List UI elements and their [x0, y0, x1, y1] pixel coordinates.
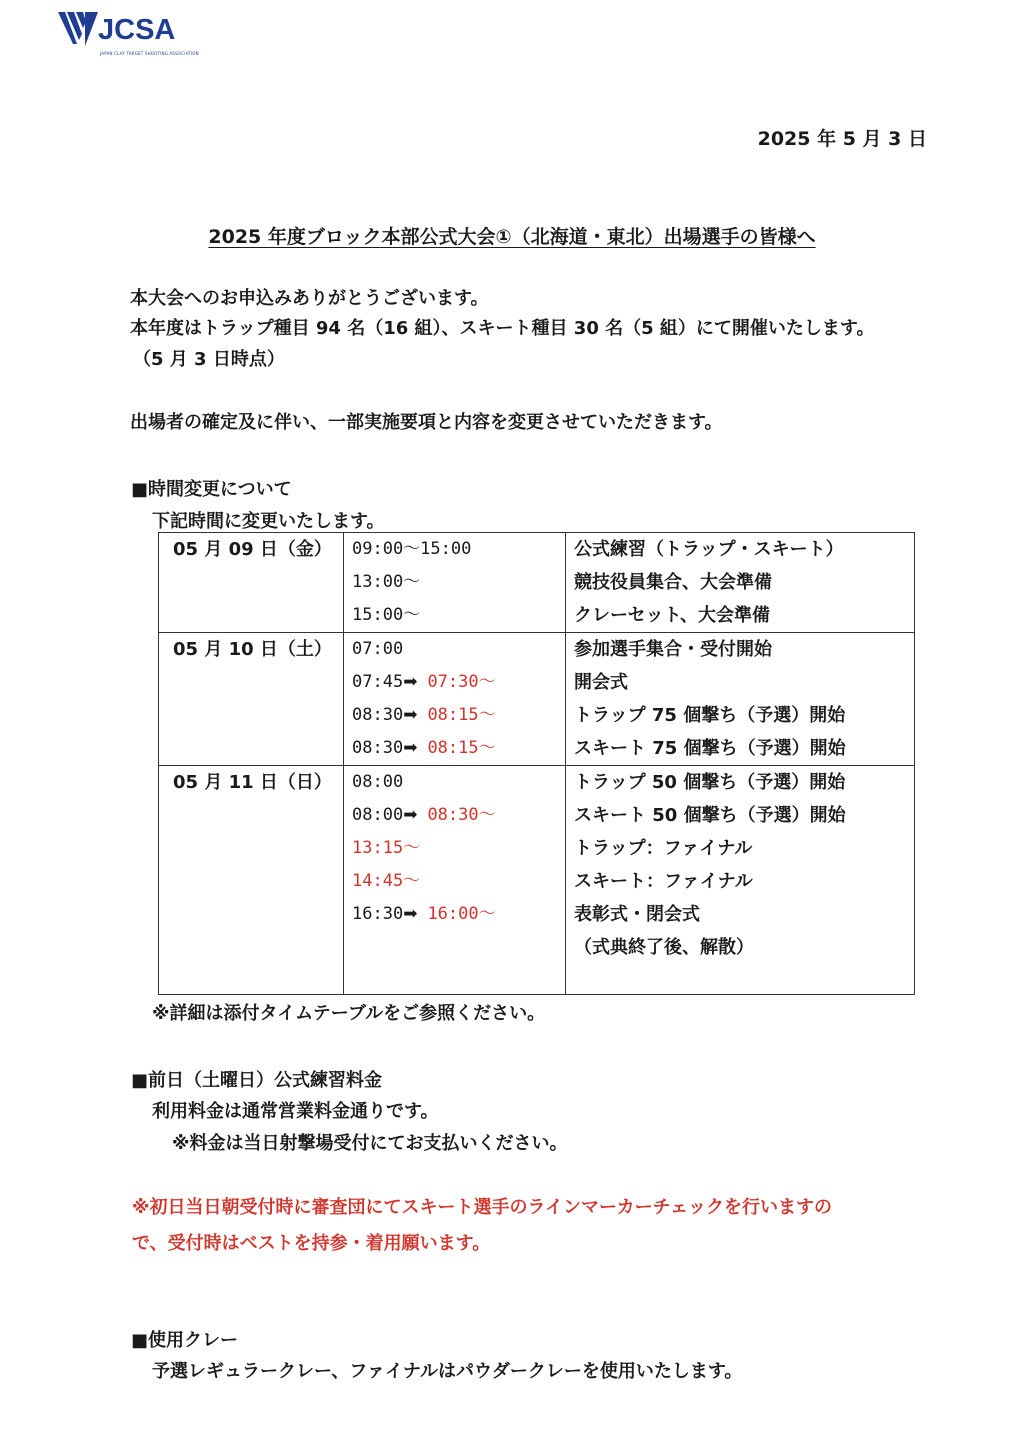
- arrow-right-icon: ➡: [403, 904, 418, 924]
- schedule-old-time: 14:45～: [352, 871, 421, 891]
- schedule-old-time: 08:30: [352, 705, 404, 725]
- schedule-item: スキート 75 個撃ち（予選）開始: [574, 738, 846, 759]
- schedule-time: [352, 931, 565, 964]
- schedule-day-row: [159, 766, 915, 995]
- schedule-old-time: 15:00～: [352, 605, 421, 625]
- schedule-time: [352, 599, 565, 632]
- clay-heading: ■使用クレー: [131, 1330, 239, 1351]
- schedule-old-time: 08:00: [352, 805, 404, 825]
- practice-fee-line-2: ※料金は当日射撃場受付にてお支払いください。: [172, 1133, 568, 1154]
- jcsa-logo: [58, 12, 199, 56]
- schedule-item: スキート：ファイナル: [574, 871, 753, 892]
- schedule-old-time: 16:30: [352, 904, 404, 924]
- time-change-heading: ■時間変更について: [131, 479, 292, 500]
- schedule-item-cell: [566, 633, 915, 766]
- schedule-old-time: 08:30: [352, 738, 404, 758]
- arrow-right-icon: ➡: [403, 672, 418, 692]
- schedule-time: [352, 865, 565, 898]
- schedule-date: 05 月 09 日（金）: [173, 539, 332, 560]
- warning-line-2: で、受付時はベストを持参・着用願います。: [132, 1233, 491, 1254]
- schedule-new-time: 16:00～: [427, 904, 496, 924]
- intro-line-1: 本大会へのお申込みありがとうございます。: [130, 288, 489, 309]
- arrow-right-icon: ➡: [403, 805, 418, 825]
- schedule-date: 05 月 11 日（日）: [173, 772, 332, 793]
- schedule-new-time: 07:30～: [427, 672, 496, 692]
- schedule-time: [352, 566, 565, 599]
- schedule-time: [352, 766, 565, 799]
- schedule-item: クレーセット、大会準備: [574, 605, 771, 626]
- schedule-old-time: 13:15～: [352, 838, 421, 858]
- jcsa-logo-mark-icon: [58, 12, 100, 46]
- schedule-date: 05 月 10 日（土）: [173, 639, 332, 660]
- schedule-item: 競技役員集合、大会準備: [574, 572, 772, 593]
- schedule-item: トラップ：ファイナル: [574, 838, 753, 859]
- schedule-day-row: [159, 633, 915, 766]
- schedule-table: [158, 532, 915, 995]
- schedule-item: 表彰式・閉会式: [574, 904, 700, 925]
- schedule-date-cell: [159, 633, 344, 766]
- document-title: 2025 年度ブロック本部公式大会①（北海道・東北）出場選手の皆様へ: [208, 226, 816, 248]
- schedule-time-cell: [344, 766, 566, 995]
- schedule-date-cell: [159, 766, 344, 995]
- practice-fee-line-1: 利用料金は通常営業料金通りです。: [152, 1101, 439, 1122]
- schedule-item-cell: [566, 766, 915, 995]
- intro-line-4: 出場者の確定及に伴い、一部実施要項と内容を変更させていただきます。: [130, 412, 723, 433]
- schedule-old-time: 13:00～: [352, 572, 421, 592]
- schedule-item: （式典終了後、解散）: [574, 937, 754, 958]
- schedule-time: [352, 533, 565, 566]
- intro-line-2: 本年度はトラップ種目 94 名（16 組）、スキート種目 30 名（5 組）にて開催いたします。: [130, 318, 875, 339]
- schedule-item: 公式練習（トラップ・スキート）: [574, 539, 844, 560]
- schedule-time: [352, 799, 565, 832]
- schedule-time: [352, 633, 565, 666]
- schedule-new-time: 08:15～: [427, 738, 496, 758]
- logo-text: JCSA: [98, 14, 176, 46]
- schedule-old-time: 07:45: [352, 672, 404, 692]
- schedule-old-time: 08:00: [352, 772, 404, 792]
- schedule-time-cell: [344, 533, 566, 633]
- arrow-right-icon: ➡: [403, 738, 418, 758]
- schedule-time: [352, 898, 565, 931]
- schedule-old-time: 09:00～15:00: [352, 539, 472, 559]
- schedule-note: ※詳細は添付タイムテーブルをご参照ください。: [152, 1003, 546, 1024]
- schedule-new-time: 08:30～: [427, 805, 496, 825]
- schedule-item: トラップ 50 個撃ち（予選）開始: [574, 772, 846, 793]
- practice-fee-heading: ■前日（土曜日）公式練習料金: [131, 1070, 383, 1091]
- schedule-item: 開会式: [574, 672, 628, 693]
- schedule-day-row: [159, 533, 915, 633]
- time-change-subtext: 下記時間に変更いたします。: [152, 511, 385, 532]
- document-date: 2025 年 5 月 3 日: [757, 128, 927, 150]
- arrow-right-icon: ➡: [403, 705, 418, 725]
- schedule-time: [352, 699, 565, 732]
- schedule-time-cell: [344, 633, 566, 766]
- clay-text: 予選レギュラークレー、ファイナルはパウダークレーを使用いたします。: [152, 1361, 743, 1382]
- schedule-item: トラップ 75 個撃ち（予選）開始: [574, 705, 846, 726]
- schedule-time: [352, 832, 565, 865]
- schedule-date-cell: [159, 533, 344, 633]
- schedule-new-time: 08:15～: [427, 705, 496, 725]
- warning-line-1: ※初日当日朝受付時に審査団にてスキート選手のラインマーカーチェックを行いますの: [132, 1197, 833, 1218]
- logo-subtitle: JAPAN CLAY TARGET SHOOTING ASSOCIATION: [100, 51, 199, 56]
- schedule-item-cell: [566, 533, 915, 633]
- intro-line-3: （5 月 3 日時点）: [133, 349, 285, 370]
- schedule-time: [352, 666, 565, 699]
- schedule-item: 参加選手集合・受付開始: [574, 639, 772, 660]
- schedule-item: スキート 50 個撃ち（予選）開始: [574, 805, 846, 826]
- schedule-time: [352, 732, 565, 765]
- schedule-old-time: 07:00: [352, 639, 404, 659]
